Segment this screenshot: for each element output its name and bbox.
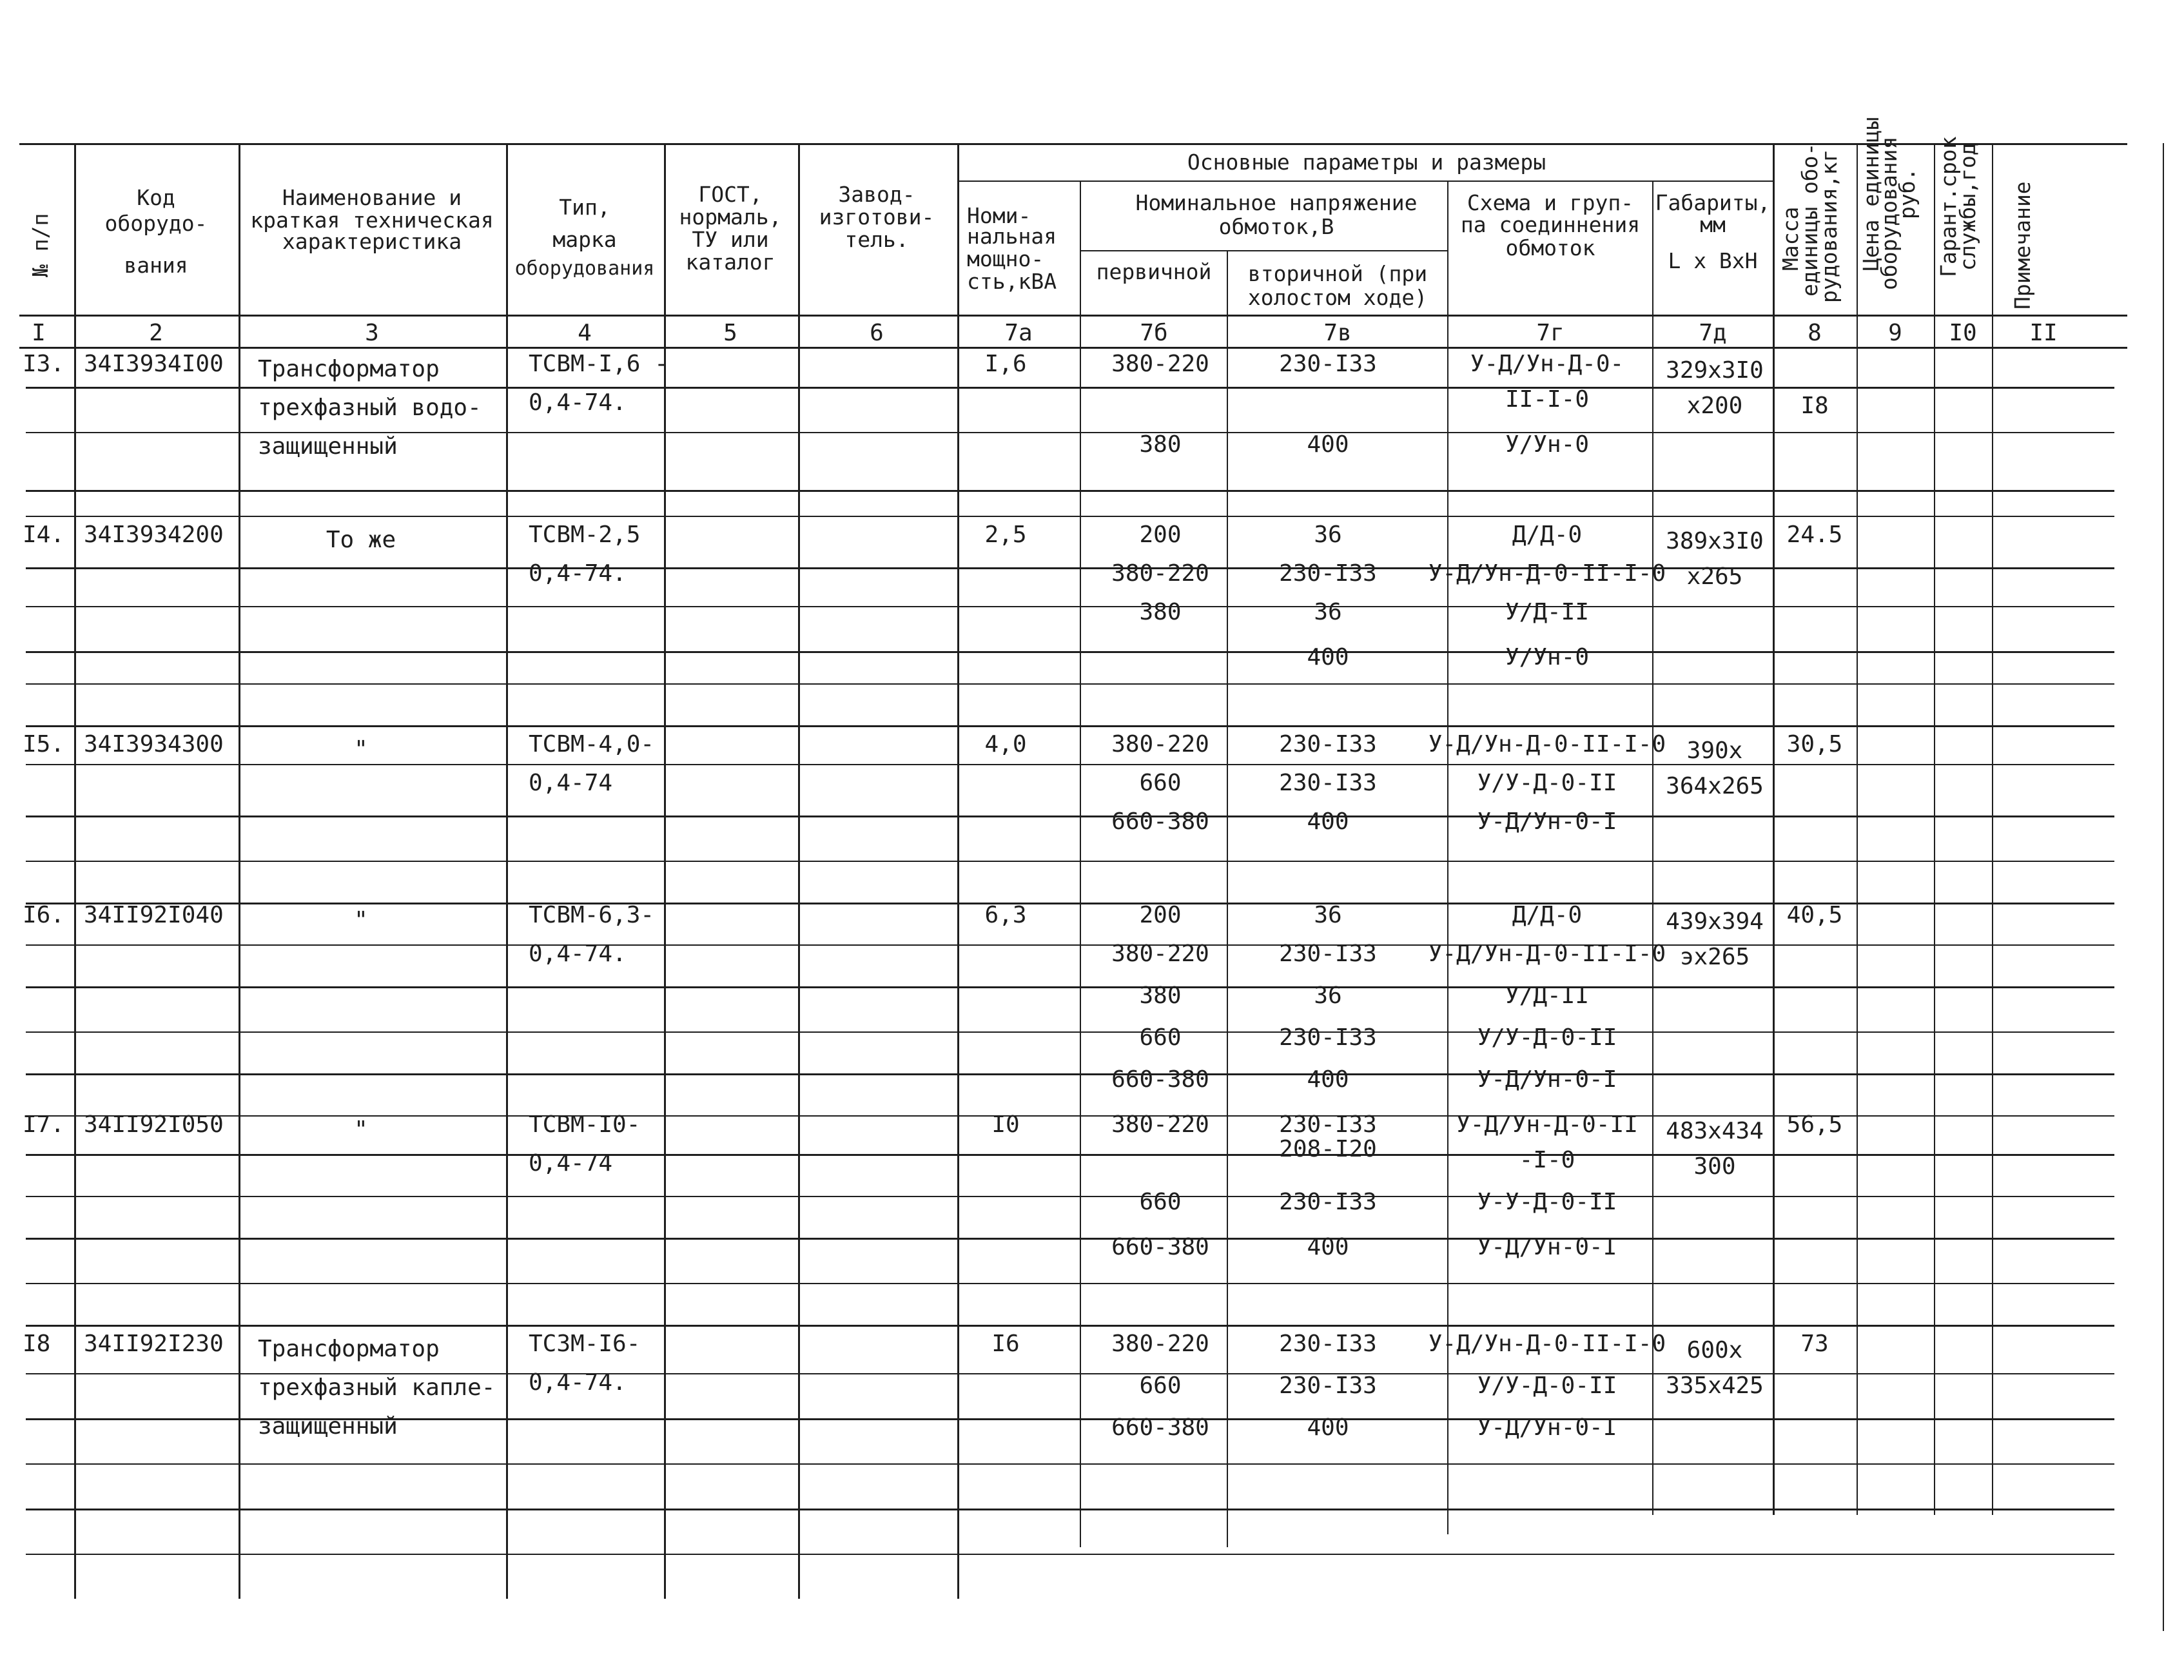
equipment-name: " [354, 907, 368, 933]
header-maker-label: тель. [844, 227, 909, 252]
rule-line [26, 1325, 2114, 1327]
unit-mass: 73 [1800, 1331, 1829, 1357]
winding-scheme: У/У-Д-0-II [1477, 1372, 1617, 1399]
equipment-code: 34I3934300 [84, 731, 224, 757]
equipment-name: " [354, 736, 368, 763]
header-scheme-label: обмоток [1505, 235, 1595, 260]
rule-line [26, 606, 2114, 607]
rule-line [26, 490, 2114, 492]
header-main-params: Основные параметры и размеры [1187, 150, 1546, 175]
column-number: 5 [723, 320, 737, 346]
secondary-voltage: 230-I33 [1279, 351, 1377, 377]
primary-voltage: 380-220 [1111, 560, 1209, 587]
equipment-name: Трансформатор [258, 1336, 440, 1362]
primary-voltage: 660 [1139, 1024, 1182, 1051]
column-line [1227, 250, 1228, 1547]
winding-scheme: У/У-Д-0-II [1477, 1024, 1617, 1051]
rule-line [26, 816, 2114, 817]
primary-voltage: 200 [1139, 902, 1182, 928]
dimensions: 600x [1686, 1337, 1743, 1363]
dimensions: 483x434 [1666, 1118, 1764, 1144]
dimensions: 389x3I0 [1666, 528, 1764, 554]
rule-line [26, 651, 2114, 653]
header-type-label: Тип, [559, 195, 610, 220]
primary-voltage: 660-380 [1111, 808, 1209, 835]
primary-voltage: 660 [1139, 1189, 1182, 1215]
dimensions: 335x425 [1666, 1372, 1764, 1399]
column-number: 7в [1323, 320, 1352, 346]
rule-line [26, 683, 2114, 685]
header-price-label: руб. [1895, 168, 1920, 219]
winding-scheme: -I-0 [1519, 1147, 1575, 1173]
primary-voltage: 660-380 [1111, 1066, 1209, 1093]
header-note-label: Примечание [2010, 181, 2035, 309]
primary-voltage: 380 [1139, 982, 1182, 1009]
secondary-voltage: 400 [1307, 644, 1349, 670]
equipment-type: 0,4-74. [529, 560, 627, 587]
equipment-code: 34II92I230 [84, 1331, 224, 1357]
winding-scheme: У-Д/Ун-0-I [1477, 1234, 1617, 1260]
rule-line [26, 725, 2114, 727]
header-dims-label: Габариты, [1655, 190, 1771, 215]
dimensions: 300 [1693, 1153, 1736, 1180]
equipment-type: 0,4-74. [529, 389, 627, 416]
rule-line [26, 986, 2114, 988]
equipment-type: 0,4-74 [529, 770, 613, 796]
primary-voltage: 660-380 [1111, 1414, 1209, 1441]
column-number: 8 [1808, 320, 1822, 346]
primary-voltage: 200 [1139, 522, 1182, 548]
equipment-name: То же [326, 527, 396, 553]
header-standard-label: каталог [685, 249, 775, 275]
rated-power: 6,3 [984, 902, 1027, 928]
rule-line [26, 1554, 2114, 1555]
primary-voltage: 380-220 [1111, 1331, 1209, 1357]
secondary-voltage: 36 [1314, 599, 1342, 625]
winding-scheme: Д/Д-0 [1512, 522, 1583, 548]
column-line [1934, 143, 1935, 1515]
winding-scheme: II-I-0 [1505, 386, 1590, 413]
primary-voltage: 380-220 [1111, 351, 1209, 377]
dimensions: x265 [1686, 563, 1743, 590]
rule-line [26, 1283, 2114, 1284]
secondary-voltage: 400 [1307, 1234, 1349, 1260]
header-secondary-label: холостом ходе) [1247, 285, 1428, 310]
header-maker-label: изготови- [819, 204, 935, 230]
primary-voltage: 660-380 [1111, 1234, 1209, 1260]
primary-voltage: 380 [1139, 599, 1182, 625]
secondary-voltage: 230-I33 [1279, 770, 1377, 796]
column-number: 4 [578, 320, 592, 346]
column-line [1857, 143, 1858, 1515]
column-line [506, 143, 508, 1599]
winding-scheme: У-Д/Ун-0-I [1477, 1066, 1617, 1093]
secondary-voltage: 208-I20 [1279, 1136, 1377, 1162]
equipment-type: ТСВМ-4,0- [529, 731, 655, 757]
secondary-voltage: 36 [1314, 522, 1342, 548]
secondary-voltage: 400 [1307, 431, 1349, 458]
winding-scheme: У-Д/Ун-Д-0- [1470, 351, 1624, 377]
header-code-label: вания [124, 253, 188, 278]
header-num-label: № п/п [28, 213, 53, 277]
secondary-voltage: 230-I33 [1279, 1024, 1377, 1051]
column-line [1992, 143, 1993, 1515]
rated-power: I6 [991, 1331, 1020, 1357]
rule-line [19, 347, 2127, 349]
rule-line [26, 387, 2114, 389]
rule-line [26, 944, 2114, 946]
equipment-code: 34II92I050 [84, 1111, 224, 1138]
rule-line [26, 567, 2114, 569]
secondary-voltage: 36 [1314, 982, 1342, 1009]
rated-power: 4,0 [984, 731, 1027, 757]
column-number: II [2029, 320, 2058, 346]
rated-power: I0 [991, 1111, 1020, 1138]
equipment-type: 0,4-74. [529, 1369, 627, 1396]
column-line [1080, 181, 1081, 1547]
header-name-label: краткая техническая [250, 208, 494, 233]
column-line [239, 143, 240, 1599]
winding-scheme: У/У-Д-0-II [1477, 770, 1617, 796]
column-line [2163, 143, 2164, 1631]
rule-line [26, 1463, 2114, 1465]
winding-scheme: У-Д/Ун-Д-0-II-I-0 [1428, 1331, 1666, 1357]
equipment-type: 0,4-74. [529, 941, 627, 967]
equipment-code: 34I3934200 [84, 522, 224, 548]
equipment-type: ТСЗМ-I6- [529, 1331, 641, 1357]
rule-line [26, 1031, 2114, 1033]
rule-line [26, 1196, 2114, 1197]
winding-scheme: У/Д-II [1505, 599, 1590, 625]
unit-mass: 24.5 [1786, 522, 1843, 548]
dimensions: 364x265 [1666, 773, 1764, 799]
column-number: 7д [1699, 320, 1727, 346]
equipment-name: защищенный [258, 433, 398, 460]
winding-scheme: У-Д/Ун-Д-0-II-I-0 [1428, 941, 1666, 967]
equipment-type: 0,4-74 [529, 1150, 613, 1177]
unit-mass: 56,5 [1786, 1111, 1843, 1138]
equipment-type: ТСВМ-6,3- [529, 902, 655, 928]
header-warranty-label: службы,год [1955, 142, 1980, 271]
column-line [1652, 181, 1653, 1515]
rated-power: 2,5 [984, 522, 1027, 548]
header-power-label: нальная [967, 224, 1057, 249]
header-type-label: марка [552, 227, 617, 252]
row-number: I4. [23, 522, 65, 548]
header-code-label: оборудо- [104, 211, 208, 236]
secondary-voltage: 230-I33 [1279, 941, 1377, 967]
primary-voltage: 660 [1139, 770, 1182, 796]
column-number: 9 [1888, 320, 1902, 346]
unit-mass: I8 [1800, 393, 1829, 419]
header-scheme-label: па соединнения [1460, 212, 1641, 237]
winding-scheme: У-Д/Ун-0-I [1477, 808, 1617, 835]
column-line [1773, 143, 1775, 1515]
dimensions: эх265 [1679, 944, 1750, 970]
equipment-name: Трансформатор [258, 356, 440, 382]
column-number: 6 [870, 320, 884, 346]
secondary-voltage: 230-I33 [1279, 1189, 1377, 1215]
winding-scheme: У/Д-II [1505, 982, 1590, 1009]
equipment-name: трехфазный капле- [258, 1374, 496, 1401]
row-number: I6. [23, 902, 65, 928]
rule-line [26, 1509, 2114, 1510]
rule-line [26, 861, 2114, 862]
header-price-label: Цена единицы [1858, 117, 1884, 271]
column-number: 3 [365, 320, 379, 346]
header-mass-label: единицы обо- [1797, 142, 1822, 297]
rule-line [1080, 250, 1447, 251]
column-number: I0 [1949, 320, 1977, 346]
header-code-label: Код [137, 185, 175, 210]
header-voltage-label: обмоток,В [1218, 214, 1334, 239]
header-standard-label: ГОСТ, [698, 182, 763, 207]
unit-mass: 30,5 [1786, 731, 1843, 757]
column-number: 7г [1536, 320, 1565, 346]
rule-line [26, 764, 2114, 765]
winding-scheme: У-Д/Ун-Д-0-II-I-0 [1428, 560, 1666, 587]
secondary-voltage: 230-I33 [1279, 731, 1377, 757]
header-dims-label: L x BxH [1668, 248, 1758, 273]
winding-scheme: У-Д/Ун-0-I [1477, 1414, 1617, 1441]
row-number: I3. [23, 351, 65, 377]
rule-line [26, 516, 2114, 517]
primary-voltage: 380 [1139, 431, 1182, 458]
equipment-type: ТСВМ-2,5 [529, 522, 641, 548]
header-name-label: Наименование и [282, 185, 462, 210]
secondary-voltage: 400 [1307, 1066, 1349, 1093]
secondary-voltage: 230-I33 [1279, 1111, 1377, 1138]
equipment-code: 34II92I040 [84, 902, 224, 928]
equipment-name: защищенный [258, 1413, 398, 1440]
secondary-voltage: 400 [1307, 808, 1349, 835]
primary-voltage: 380-220 [1111, 731, 1209, 757]
rated-power: I,6 [984, 351, 1027, 377]
row-number: I5. [23, 731, 65, 757]
column-number: 7б [1140, 320, 1168, 346]
column-line [957, 143, 959, 1599]
rule-line [19, 315, 2127, 317]
equipment-name: " [354, 1117, 368, 1143]
header-standard-label: ТУ или [692, 227, 769, 252]
winding-scheme: У-Д/Ун-Д-0-II [1456, 1111, 1638, 1138]
winding-scheme: Д/Д-0 [1512, 902, 1583, 928]
header-maker-label: Завод- [838, 182, 915, 207]
winding-scheme: У/Ун-0 [1505, 644, 1590, 670]
header-name-label: характеристика [282, 229, 462, 254]
rule-line [26, 1073, 2114, 1075]
secondary-voltage: 36 [1314, 902, 1342, 928]
dimensions: 439x394 [1666, 908, 1764, 935]
secondary-voltage: 230-I33 [1279, 560, 1377, 587]
header-secondary-label: вторичной (при [1247, 261, 1428, 286]
row-number: I8 [23, 1331, 51, 1357]
primary-voltage: 380-220 [1111, 941, 1209, 967]
header-power-label: Номи- [967, 203, 1031, 228]
header-standard-label: нормаль, [679, 204, 782, 230]
column-number: 2 [149, 320, 163, 346]
header-warranty-label: Гарант.срок [1936, 136, 1961, 277]
winding-scheme: У-Д/Ун-Д-0-II-I-0 [1428, 731, 1666, 757]
row-number: I7. [23, 1111, 65, 1138]
dimensions: 390x [1686, 737, 1743, 764]
header-mass-label: Масса [1778, 206, 1803, 271]
equipment-name: трехфазный водо- [258, 395, 482, 421]
column-number: I [32, 320, 46, 346]
secondary-voltage: 230-I33 [1279, 1372, 1377, 1399]
header-price-label: оборудования [1877, 136, 1902, 290]
column-line [798, 143, 800, 1599]
winding-scheme: У-У-Д-0-II [1477, 1189, 1617, 1215]
column-line [74, 143, 76, 1599]
dimensions: 329x3I0 [1666, 357, 1764, 384]
equipment-code: 34I3934I00 [84, 351, 224, 377]
header-power-label: мощно- [967, 246, 1044, 271]
header-mass-label: рудования,кг [1817, 149, 1842, 303]
header-voltage-label: Номинальное напряжение [1135, 190, 1418, 215]
secondary-voltage: 400 [1307, 1414, 1349, 1441]
header-type-label: оборудования [514, 257, 655, 280]
header-dims-label: мм [1700, 212, 1726, 237]
unit-mass: 40,5 [1786, 902, 1843, 928]
primary-voltage: 660 [1139, 1372, 1182, 1399]
rule-line [26, 1154, 2114, 1156]
rule-line [26, 1238, 2114, 1240]
dimensions: x200 [1686, 393, 1743, 419]
secondary-voltage: 230-I33 [1279, 1331, 1377, 1357]
header-scheme-label: Схема и груп- [1467, 190, 1634, 215]
column-number: 7а [1004, 320, 1033, 346]
header-primary-label: первичной [1096, 259, 1212, 284]
header-power-label: сть,кВА [967, 269, 1057, 294]
primary-voltage: 380-220 [1111, 1111, 1209, 1138]
winding-scheme: У/Ун-0 [1505, 431, 1590, 458]
equipment-type: ТСВМ-I0- [529, 1111, 641, 1138]
equipment-type: ТСВМ-I,6 - [529, 351, 668, 377]
